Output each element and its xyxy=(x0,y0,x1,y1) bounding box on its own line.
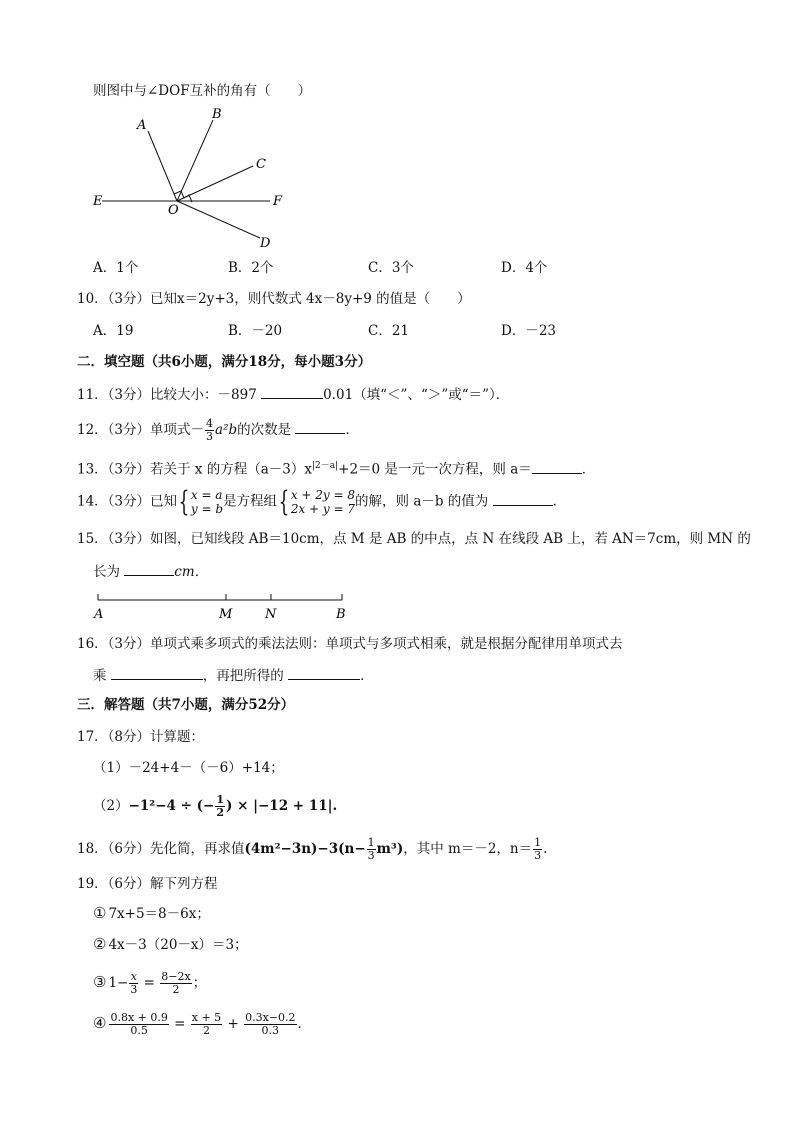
q9-option-d[interactable]: D．4个 xyxy=(501,260,548,276)
label-O: O xyxy=(168,203,179,218)
q19-eq2: ② 4x－3（20－x）＝3； xyxy=(93,935,248,953)
q10-option-c[interactable]: C．21 xyxy=(368,323,410,339)
q9-stem: 则图中与∠DOF互补的角有（ ） xyxy=(93,83,312,99)
q9-option-b[interactable]: B．2个 xyxy=(228,260,274,276)
q17-part2: （2）−1²−4 ÷ (− $\frac{1}{2}$ ) × |−12 + 11|. xyxy=(93,793,338,819)
seg-label-B: B xyxy=(336,607,346,622)
q14: 14．（3分）已知{ x = a y = b 是方程组{ x + 2y = 8 2x + y = 7 的解，则 a－b 的值为 ． xyxy=(77,485,567,518)
seg-label-M: M xyxy=(219,607,233,622)
label-F: F xyxy=(273,194,283,209)
label-B: B xyxy=(212,107,222,122)
q17-title: 17．（8分）计算题： xyxy=(77,729,205,745)
q19-eq1: ① 7x+5＝8－6x； xyxy=(93,904,210,922)
q12-blank[interactable] xyxy=(295,419,345,434)
segment-figure xyxy=(92,590,362,625)
q18: 18．（6分）先化简，再求值(4m²−3n)−3(n− $\frac{1}{3}$ m³)，其中 m＝－2，n＝ $\frac{1}{3}$ . xyxy=(77,836,548,862)
q15-line2: 长为 cm． xyxy=(93,561,208,582)
q14-blank[interactable] xyxy=(493,491,553,506)
q17-part1: （1）－24+4－（－6）+14； xyxy=(93,760,284,776)
q9-option-a[interactable]: A．1个 xyxy=(93,260,139,276)
seg-label-N: N xyxy=(265,607,277,622)
angle-figure xyxy=(88,104,298,254)
label-C: C xyxy=(256,157,266,172)
q11: 11．（3分）比较大小：－897 0.01（填“＜”、“＞”或“＝”）． xyxy=(77,384,509,405)
q10-option-d[interactable]: D．－23 xyxy=(501,323,557,339)
q19-title: 19．（6分）解下列方程 xyxy=(77,876,218,892)
ray-OA xyxy=(148,131,177,201)
q19-eq3: ③ 1− $\frac{x}{3}$ = $\frac{8-2x}{2}$ ； xyxy=(93,970,207,996)
ray-OD xyxy=(177,201,260,238)
q12: 12．（3分）单项式－ $\frac{4}{3}$ a²b的次数是 ． xyxy=(77,417,359,443)
q16-blank-2[interactable] xyxy=(288,665,360,680)
q13: 13．（3分）若关于 x 的方程$(a-3)x^{|2-a|}+2=0$ 是一元一次方程，则 a＝ ． xyxy=(77,456,595,480)
q16-line2: 乘 ，再把所得的 ． xyxy=(93,665,374,686)
q9-option-c[interactable]: C．3个 xyxy=(368,260,414,276)
seg-label-A: A xyxy=(94,607,104,622)
q19-eq4: ④ $\frac{0.8x + 0.9}{0.5}$ = $\frac{x + 5}{2}$ + $\frac{0.3x-0.2}{0.3}$ ． xyxy=(93,1011,312,1037)
label-A: A xyxy=(137,118,147,133)
q15-line1: 15．（3分）如图，已知线段 AB＝10cm，点 M 是 AB 的中点，点 N 在线段 AB 上，若 AN＝7cm，则 MN 的 xyxy=(77,531,751,547)
q16-blank-1[interactable] xyxy=(111,665,203,680)
q10-option-b[interactable]: B．－20 xyxy=(228,323,283,339)
q15-blank[interactable] xyxy=(124,561,174,576)
q10-option-a[interactable]: A．19 xyxy=(93,323,134,339)
q10-stem: 10．（3分）已知x＝2y+3，则代数式 4x－8y+9 的值是（ ） xyxy=(77,291,471,307)
section-fill-in-heading: 二．填空题（共6小题，满分18分，每小题3分） xyxy=(77,354,372,370)
ray-OB xyxy=(177,120,213,201)
label-E: E xyxy=(93,194,103,209)
q13-blank[interactable] xyxy=(532,459,582,474)
label-D: D xyxy=(260,236,271,251)
q11-blank[interactable] xyxy=(261,384,323,399)
q16-line1: 16．（3分）单项式乘多项式的乘法法则：单项式与多项式相乘，就是根据分配律用单项式去 xyxy=(77,636,623,652)
section-solve-heading: 三．解答题（共7小题，满分52分） xyxy=(77,697,295,713)
